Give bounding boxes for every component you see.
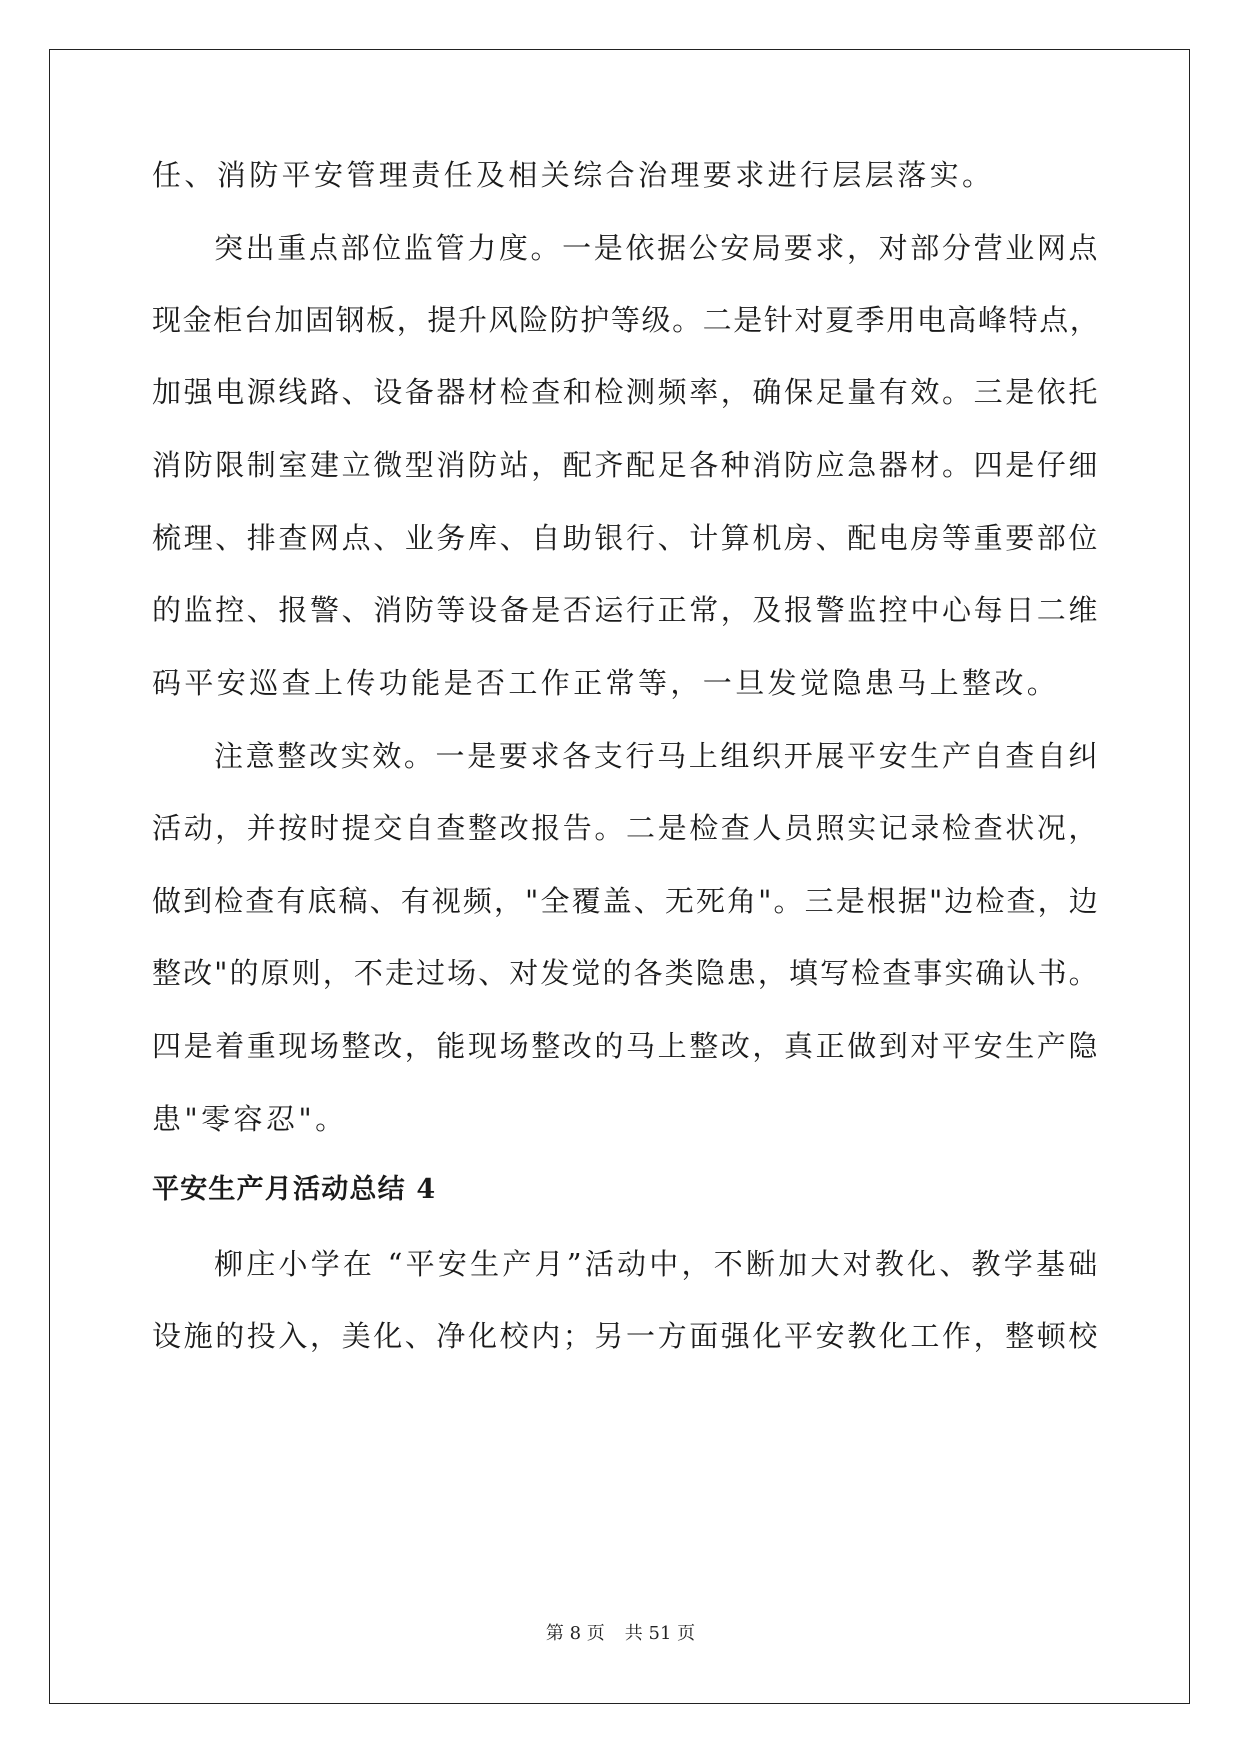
page-total: 共 51 页 xyxy=(624,1623,696,1644)
paragraph-line: 活动，并按时提交自查整改报告。二是检查人员照实记录检查状况， xyxy=(152,811,1101,845)
paragraph-line: 突出重点部位监管力度。一是依据公安局要求，对部分营业网点 xyxy=(214,231,1101,265)
paragraph-line: 任、消防平安管理责任及相关综合治理要求进行层层落实。 xyxy=(152,158,995,192)
page-border xyxy=(49,49,1190,1704)
paragraph-line: 的监控、报警、消防等设备是否运行正常，及报警监控中心每日二维 xyxy=(152,593,1101,627)
paragraph-line: 做到检查有底稿、有视频，"全覆盖、无死角"。三是根据"边检查，边 xyxy=(152,884,1100,918)
paragraph-line: 加强电源线路、设备器材检查和检测频率，确保足量有效。三是依托 xyxy=(152,375,1101,409)
paragraph-line: 柳庄小学在 “平安生产月”活动中，不断加大对教化、教学基础 xyxy=(214,1247,1101,1281)
paragraph-line: 设施的投入，美化、净化校内；另一方面强化平安教化工作，整顿校 xyxy=(152,1319,1101,1353)
paragraph-line: 四是着重现场整改，能现场整改的马上整改，真正做到对平安生产隐 xyxy=(152,1029,1101,1063)
paragraph-line: 整改"的原则，不走过场、对发觉的各类隐患，填写检查事实确认书。 xyxy=(152,956,1100,990)
section-heading: 平安生产月活动总结 4 xyxy=(152,1174,437,1205)
page-number: 第 8 页 xyxy=(545,1623,605,1644)
paragraph-line: 消防限制室建立微型消防站，配齐配足各种消防应急器材。四是仔细 xyxy=(152,448,1101,482)
page-footer xyxy=(0,1621,1241,1647)
paragraph-line: 梳理、排查网点、业务库、自助银行、计算机房、配电房等重要部位 xyxy=(152,521,1101,555)
paragraph-line: 注意整改实效。一是要求各支行马上组织开展平安生产自查自纠 xyxy=(214,739,1101,773)
paragraph-line: 码平安巡查上传功能是否工作正常等，一旦发觉隐患马上整改。 xyxy=(152,666,1060,700)
paragraph-line: 现金柜台加固钢板，提升风险防护等级。二是针对夏季用电高峰特点， xyxy=(152,303,1101,337)
paragraph-line: 患"零容忍"。 xyxy=(152,1102,348,1136)
